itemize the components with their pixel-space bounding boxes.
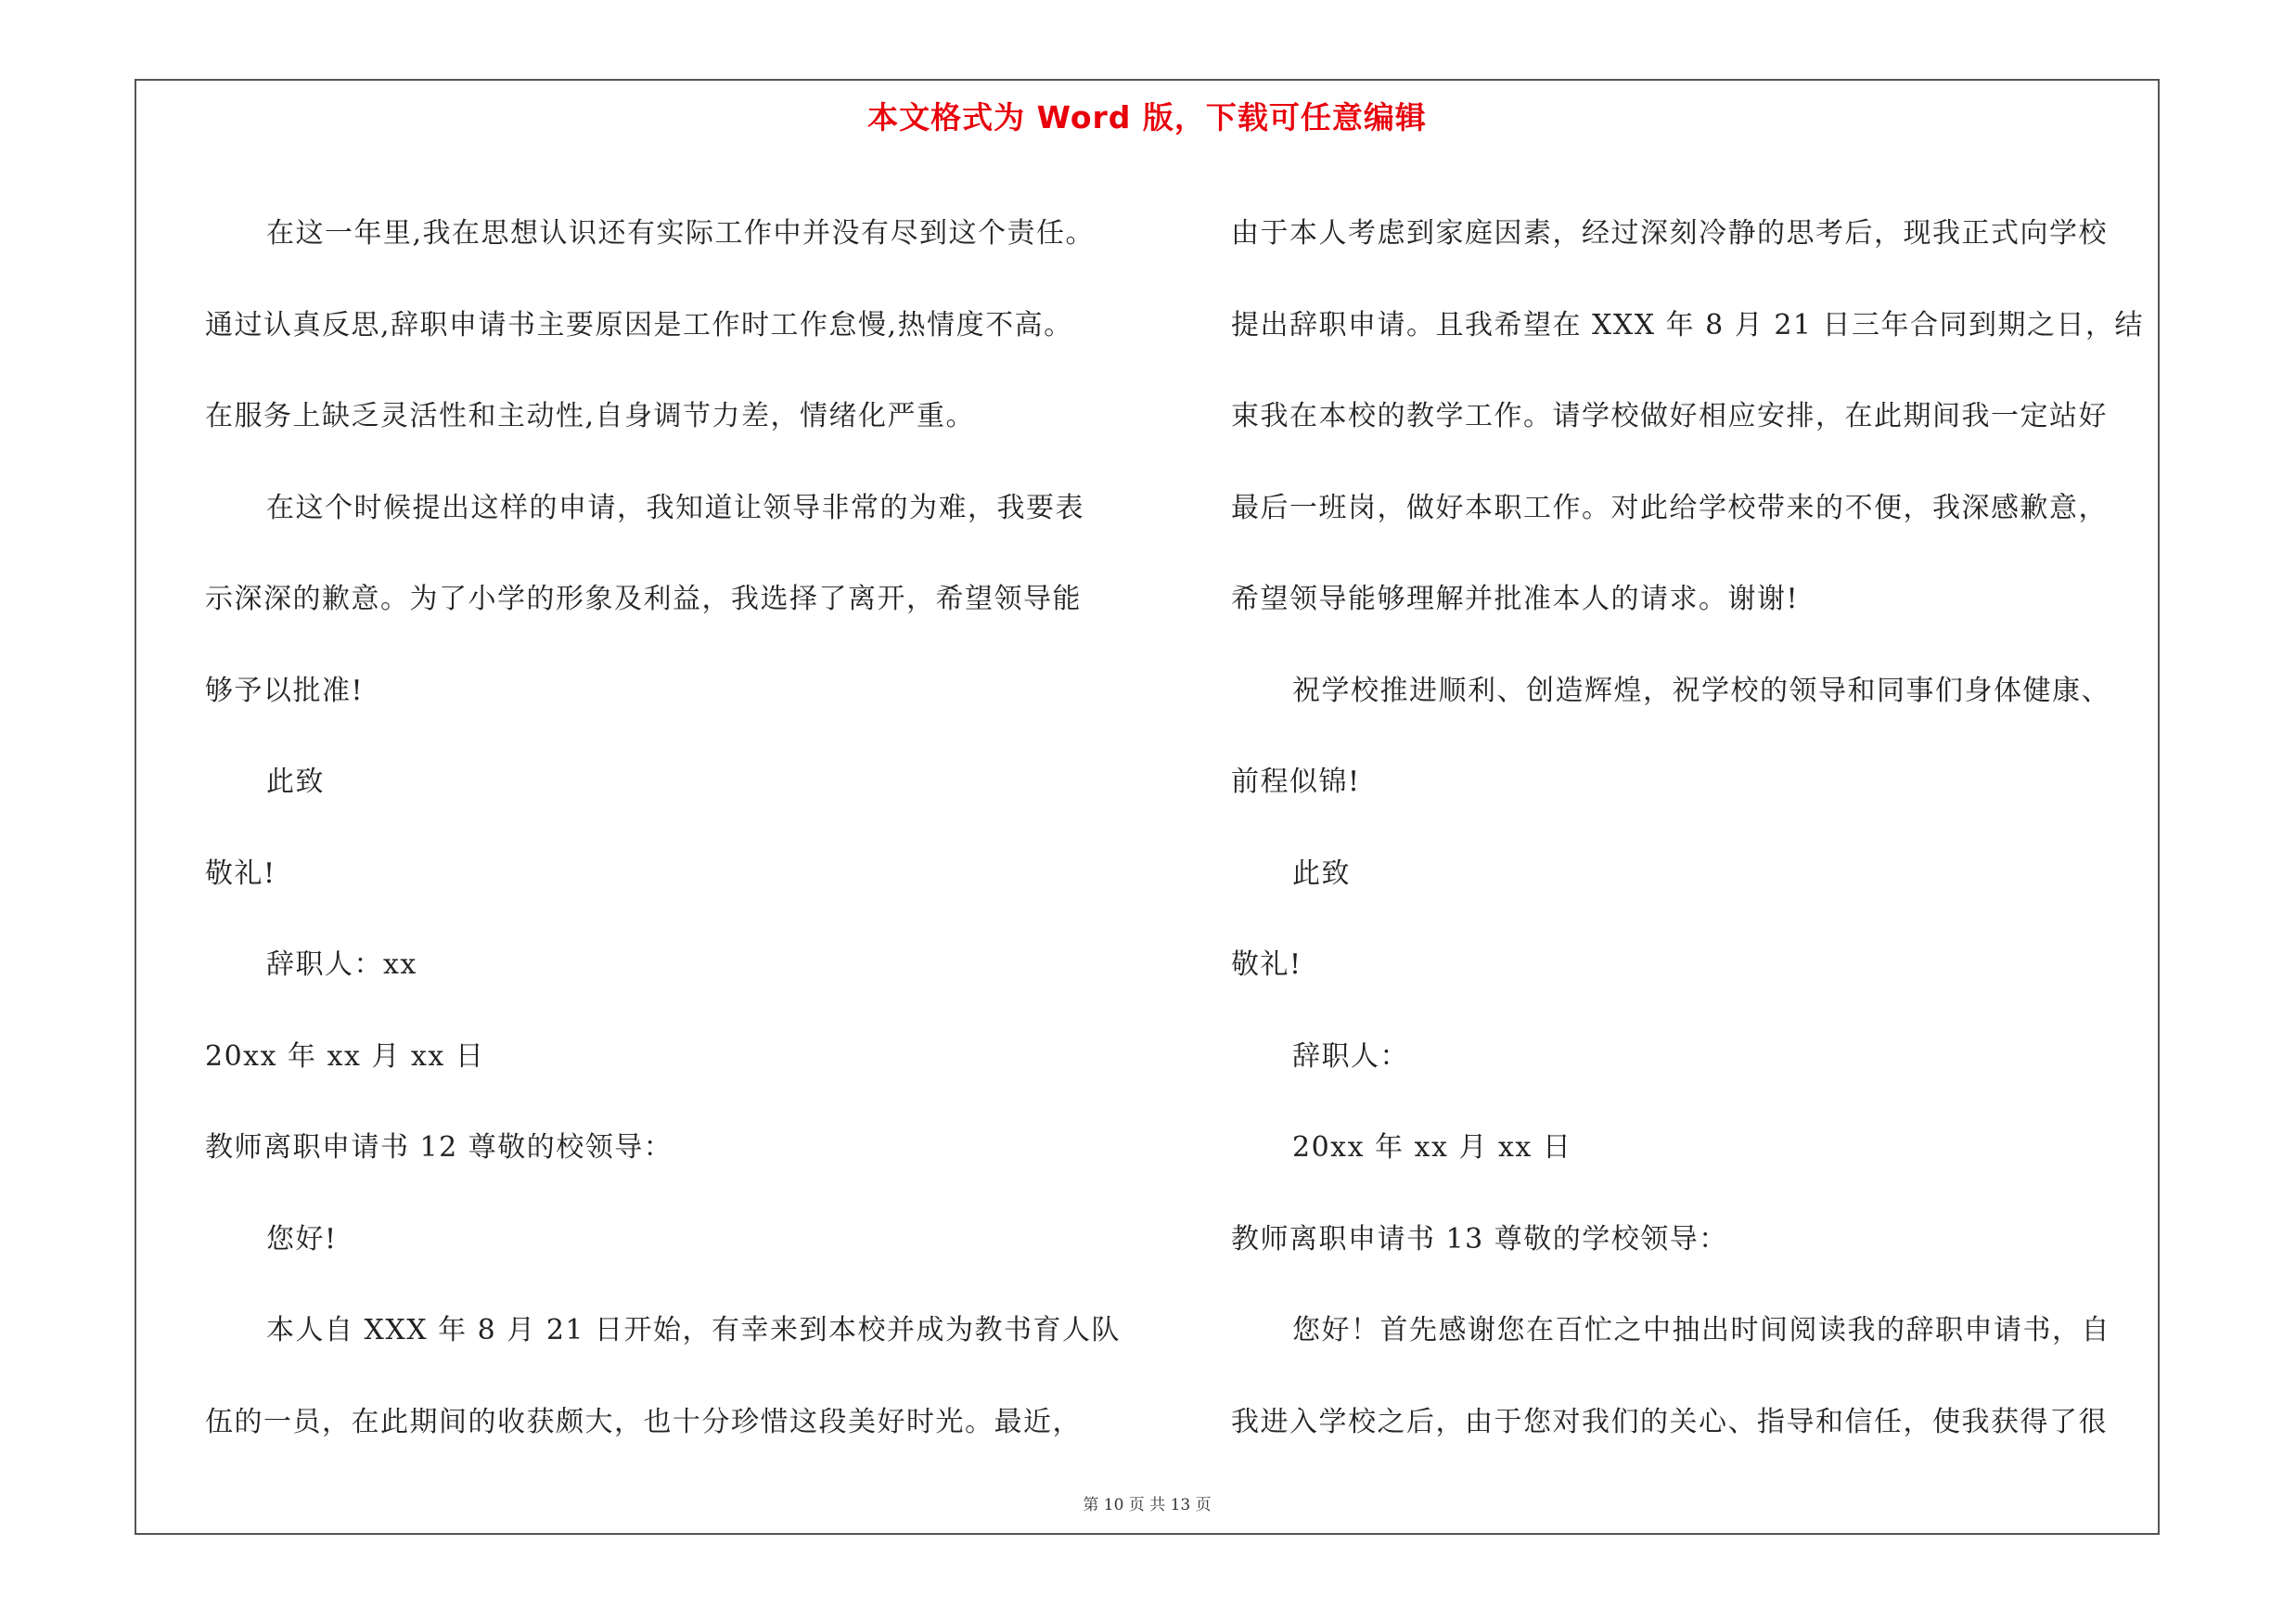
page-number: 第 10 页 共 13 页 bbox=[1083, 1496, 1212, 1514]
paragraph-line: 够予以批准! bbox=[205, 674, 365, 707]
paragraph-line: 本人自 XXX 年 8 月 21 日开始，有幸来到本校并成为教书育人队 bbox=[266, 1314, 1122, 1346]
paragraph-line: 我进入学校之后，由于您对我们的关心、指导和信任，使我获得了很 bbox=[1231, 1405, 2108, 1438]
right-text-column bbox=[1231, 188, 2168, 1468]
paragraph-line: 束我在本校的教学工作。请学校做好相应安排，在此期间我一定站好 bbox=[1231, 400, 2108, 432]
signature-line: 辞职人： bbox=[1292, 1039, 1409, 1073]
closing-regards: 敬礼! bbox=[205, 857, 276, 890]
paragraph-line: 示深深的歉意。为了小学的形象及利益，我选择了离开，希望领导能 bbox=[205, 583, 1082, 615]
paragraph-line: 由于本人考虑到家庭因素，经过深刻冷静的思考后，现我正式向学校 bbox=[1231, 217, 2108, 250]
section-heading: 教师离职申请书 12 尊敬的校领导： bbox=[205, 1131, 673, 1164]
paragraph-line: 提出辞职申请。且我希望在 XXX 年 8 月 21 日三年合同到期之日，结 bbox=[1231, 308, 2145, 341]
document-page bbox=[135, 79, 2160, 1535]
paragraph-line: 伍的一员，在此期间的收获颇大，也十分珍惜这段美好时光。最近， bbox=[205, 1405, 1082, 1438]
closing-regards: 敬礼! bbox=[1231, 948, 1302, 981]
signature-line: 辞职人：xx bbox=[266, 948, 417, 981]
paragraph-line: 最后一班岗，做好本职工作。对此给学校带来的不便，我深感歉意， bbox=[1231, 491, 2108, 524]
paragraph-line: 希望领导能够理解并批准本人的请求。谢谢! bbox=[1231, 583, 1800, 615]
paragraph-line: 前程似锦! bbox=[1231, 766, 1361, 798]
section-heading: 教师离职申请书 13 尊敬的学校领导： bbox=[1231, 1222, 1728, 1256]
date-line: 20xx 年 xx 月 xx 日 bbox=[205, 1039, 485, 1073]
left-text-column bbox=[205, 188, 1142, 1468]
date-line: 20xx 年 xx 月 xx 日 bbox=[1292, 1131, 1572, 1164]
paragraph-line: 通过认真反思,辞职申请书主要原因是工作时工作怠慢,热情度不高。 bbox=[205, 308, 1073, 341]
paragraph-line: 在服务上缺乏灵活性和主动性,自身调节力差，情绪化严重。 bbox=[205, 400, 976, 432]
paragraph-line: 在这个时候提出这样的申请，我知道让领导非常的为难，我要表 bbox=[266, 491, 1084, 524]
paragraph-line: 您好！首先感谢您在百忙之中抽出时间阅读我的辞职申请书，自 bbox=[1292, 1314, 2110, 1346]
paragraph-line: 祝学校推进顺利、创造辉煌，祝学校的领导和同事们身体健康、 bbox=[1292, 674, 2110, 707]
closing-salutation: 此致 bbox=[1292, 857, 1351, 890]
greeting-line: 您好! bbox=[266, 1222, 338, 1256]
word-format-banner: 本文格式为 Word 版，下载可任意编辑 bbox=[867, 99, 1427, 135]
closing-salutation: 此致 bbox=[266, 766, 325, 798]
paragraph-line: 在这一年里,我在思想认识还有实际工作中并没有尽到这个责任。 bbox=[266, 217, 1096, 250]
